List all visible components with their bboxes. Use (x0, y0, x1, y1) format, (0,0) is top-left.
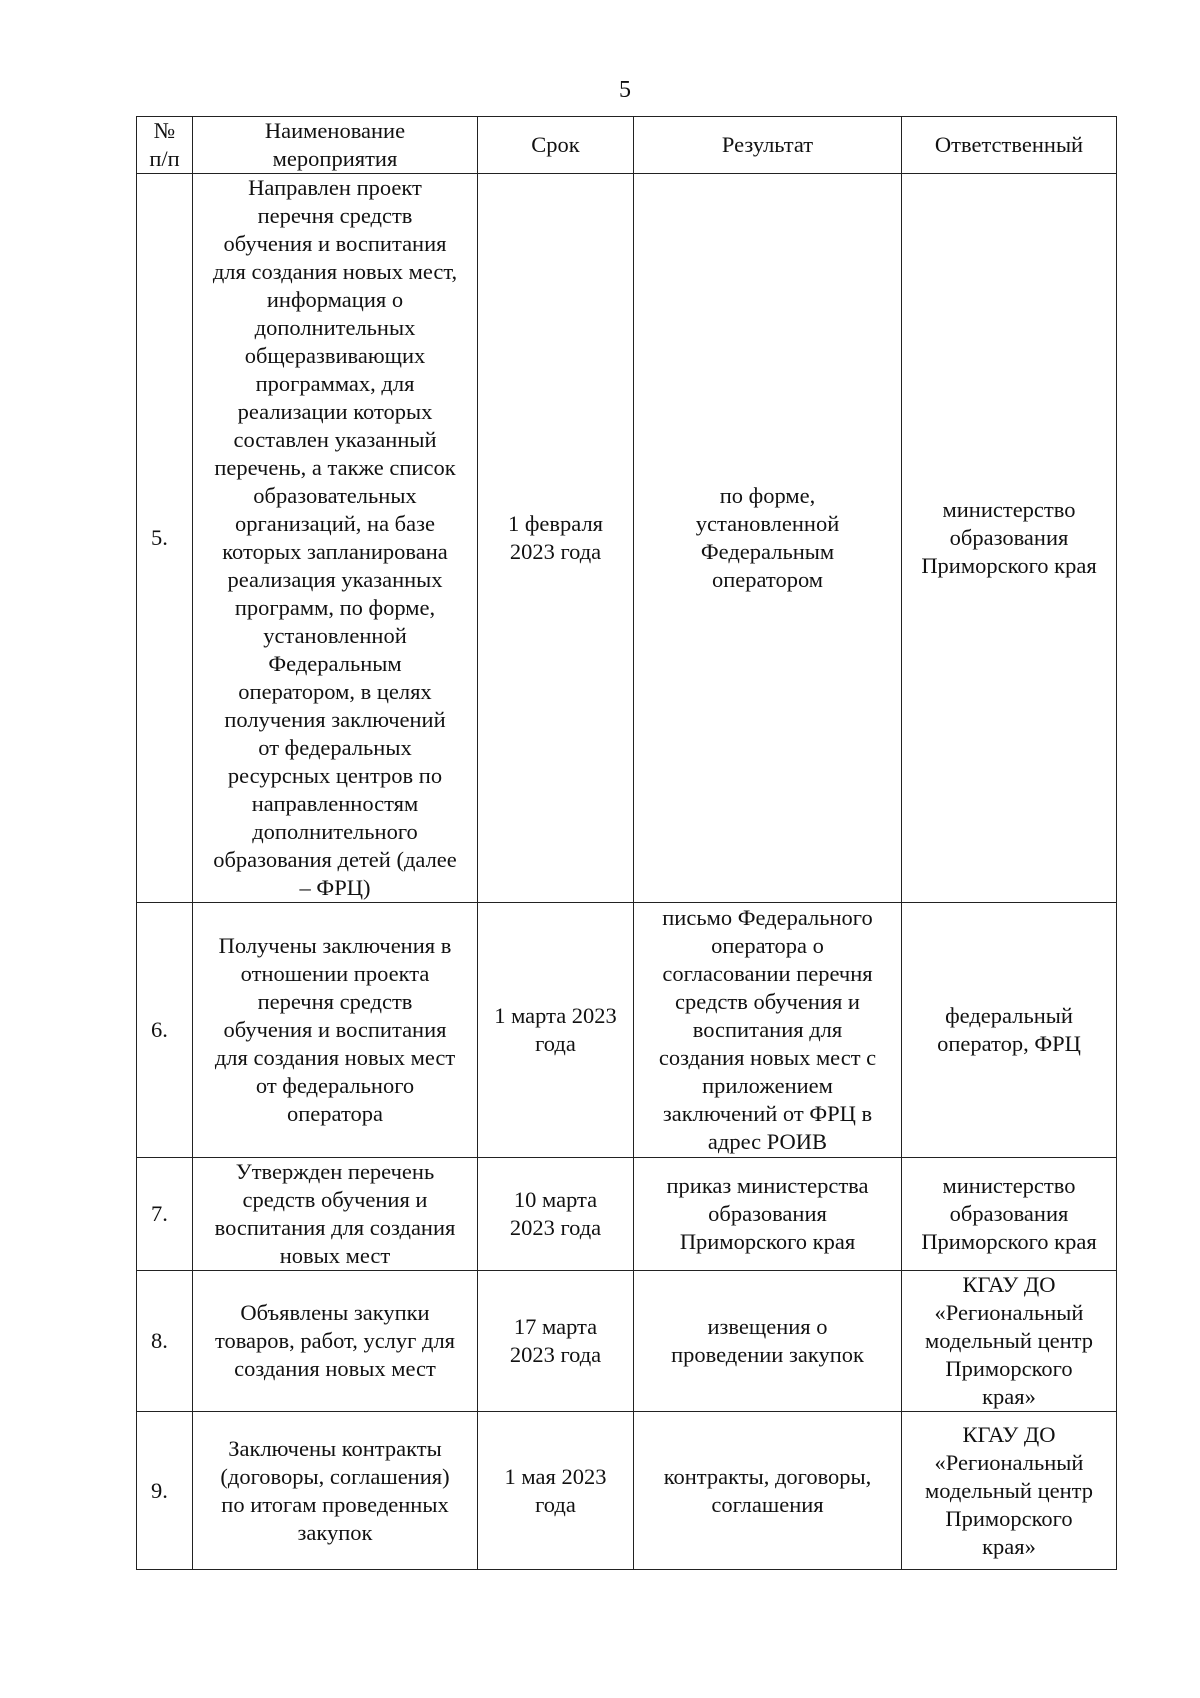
row-result: контракты, договоры, соглашения (634, 1412, 902, 1570)
table-row (137, 1271, 1117, 1412)
row-deadline: 1 февраля 2023 года (478, 174, 634, 903)
header-deadline: Срок (478, 117, 634, 174)
events-table (136, 116, 1117, 1570)
row-deadline: 1 марта 2023 года (478, 903, 634, 1158)
row-event: Направлен проект перечня средств обучения и воспитания для создания новых мест, информация о дополнительных общеразвивающих программах, для реализации которых составлен указанный перечень, а также список образовательных организаций, на базе которых запланирована реализация указанных программ, по форме, установленной Федеральным оператором, в целях получения заключений от федеральных ресурсных центров по направленностям дополнительного образования детей (далее – ФРЦ) (193, 174, 478, 903)
row-number: 7. (137, 1158, 193, 1271)
row-result: приказ министерства образования Приморского края (634, 1158, 902, 1271)
header-responsible: Ответственный (902, 117, 1117, 174)
row-deadline: 10 марта 2023 года (478, 1158, 634, 1271)
row-result: письмо Федерального оператора о согласовании перечня средств обучения и воспитания для создания новых мест с приложением заключений от ФРЦ в адрес РОИВ (634, 903, 902, 1158)
table-row (137, 1158, 1117, 1271)
header-event: Наименование мероприятия (193, 117, 478, 174)
row-event: Объявлены закупки товаров, работ, услуг для создания новых мест (193, 1271, 478, 1412)
row-event: Заключены контракты (договоры, соглашения) по итогам проведенных закупок (193, 1412, 478, 1570)
table-row (137, 1412, 1117, 1570)
header-number: № п/п (137, 117, 193, 174)
row-responsible: КГАУ ДО «Региональный модельный центр Приморского края» (902, 1271, 1117, 1412)
row-number: 8. (137, 1271, 193, 1412)
row-responsible: КГАУ ДО «Региональный модельный центр Приморского края» (902, 1412, 1117, 1570)
row-deadline: 1 мая 2023 года (478, 1412, 634, 1570)
header-result: Результат (634, 117, 902, 174)
row-deadline: 17 марта 2023 года (478, 1271, 634, 1412)
row-result: по форме, установленной Федеральным оператором (634, 174, 902, 903)
row-number: 9. (137, 1412, 193, 1570)
table-row (137, 174, 1117, 903)
table-row (137, 903, 1117, 1158)
row-number: 6. (137, 903, 193, 1158)
table-header-row (137, 117, 1117, 174)
row-event: Получены заключения в отношении проекта перечня средств обучения и воспитания для создания новых мест от федерального оператора (193, 903, 478, 1158)
row-responsible: министерство образования Приморского края (902, 174, 1117, 903)
row-responsible: министерство образования Приморского края (902, 1158, 1117, 1271)
row-number: 5. (137, 174, 193, 903)
page-number: 5 (619, 77, 631, 103)
row-event: Утвержден перечень средств обучения и воспитания для создания новых мест (193, 1158, 478, 1271)
row-responsible: федеральный оператор, ФРЦ (902, 903, 1117, 1158)
row-result: извещения о проведении закупок (634, 1271, 902, 1412)
